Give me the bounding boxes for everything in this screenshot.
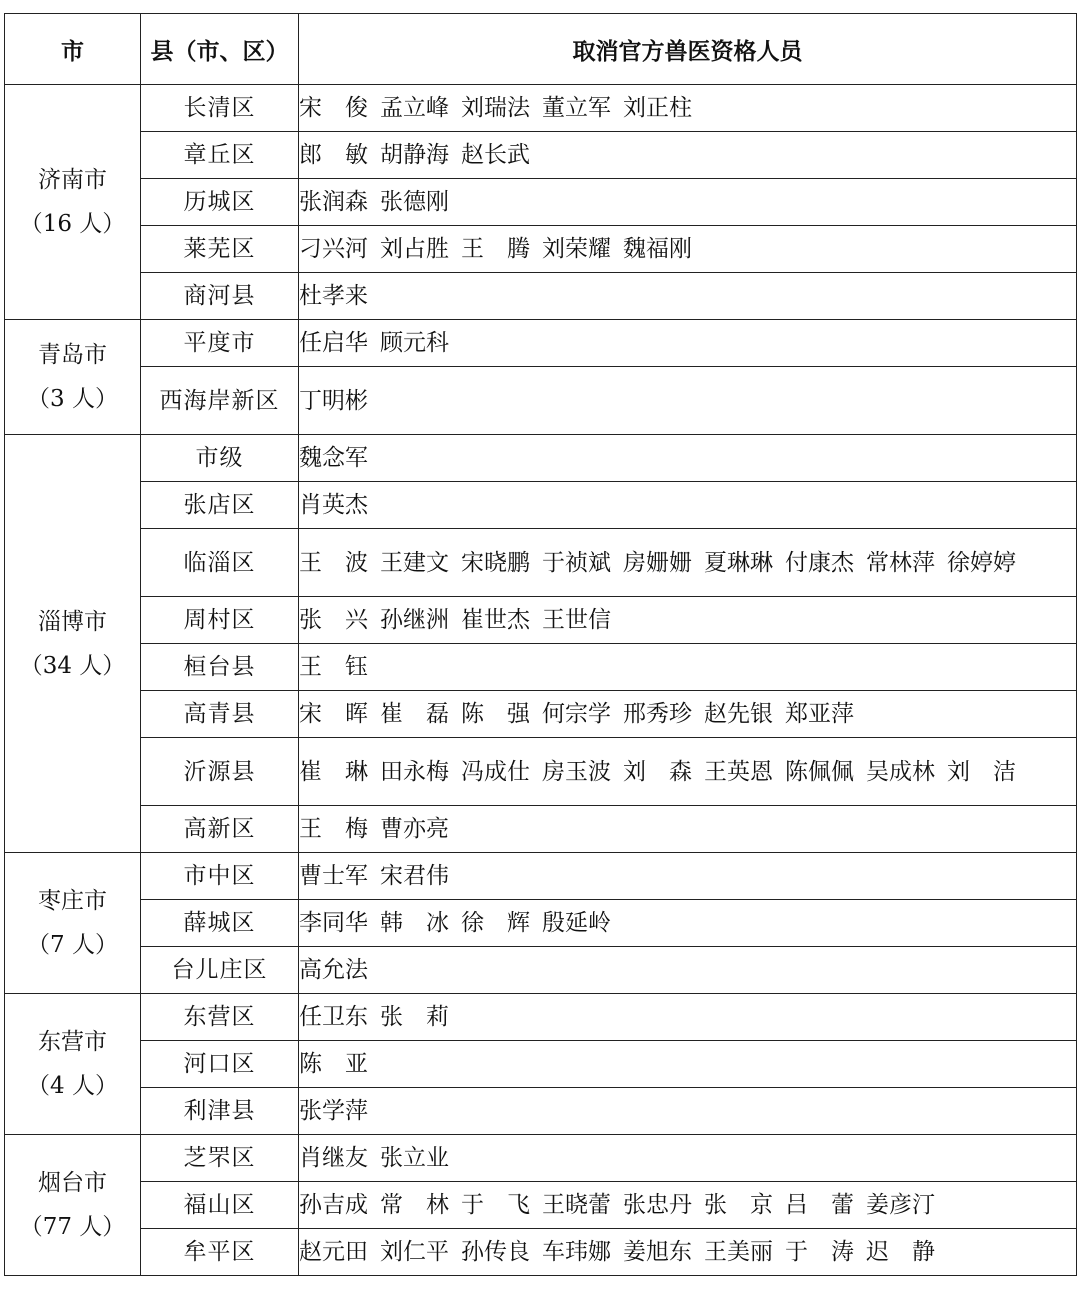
county-cell: 商河县 bbox=[141, 273, 299, 320]
person-name: 曹亦亮 bbox=[380, 816, 449, 842]
county-cell: 东营区 bbox=[141, 994, 299, 1041]
person-name: 姜旭东 bbox=[623, 1239, 692, 1265]
table-body bbox=[5, 85, 1077, 1276]
names-cell bbox=[299, 529, 1077, 597]
person-name: 王 腾 bbox=[461, 236, 530, 262]
city-count: （16 人） bbox=[19, 211, 126, 237]
person-name: 殷延岭 bbox=[542, 910, 611, 936]
person-name: 崔 琳 bbox=[299, 758, 368, 785]
county-cell: 高新区 bbox=[141, 806, 299, 853]
person-name: 冯成仕 bbox=[461, 758, 530, 785]
table-row bbox=[5, 85, 1077, 132]
person-name: 宋 晖 bbox=[299, 701, 368, 727]
city-name: 青岛市 bbox=[38, 342, 107, 368]
person-name: 付康杰 bbox=[785, 549, 854, 576]
table-row bbox=[5, 367, 1077, 435]
names-cell bbox=[299, 900, 1077, 947]
person-name: 邢秀珍 bbox=[623, 701, 692, 727]
person-name: 于 涛 bbox=[785, 1239, 854, 1265]
table-row bbox=[5, 947, 1077, 994]
names-cell bbox=[299, 1135, 1077, 1182]
city-cell bbox=[5, 85, 141, 320]
person-name: 常林萍 bbox=[866, 549, 935, 576]
names-cell bbox=[299, 1088, 1077, 1135]
person-name: 任启华 bbox=[299, 330, 368, 356]
person-name: 于祯斌 bbox=[542, 549, 611, 576]
table-row bbox=[5, 806, 1077, 853]
county-cell: 沂源县 bbox=[141, 738, 299, 806]
county-cell: 利津县 bbox=[141, 1088, 299, 1135]
person-name: 郎 敏 bbox=[299, 142, 368, 168]
person-name: 王建文 bbox=[380, 549, 449, 576]
person-name: 宋君伟 bbox=[380, 863, 449, 889]
city-count: （77 人） bbox=[19, 1214, 126, 1240]
table-row bbox=[5, 853, 1077, 900]
city-name: 枣庄市 bbox=[38, 888, 107, 914]
city-name: 济南市 bbox=[38, 167, 107, 193]
officials-table bbox=[4, 13, 1077, 1276]
person-name: 顾元科 bbox=[380, 330, 449, 356]
person-name: 夏琳琳 bbox=[704, 549, 773, 576]
person-name: 孟立峰 bbox=[380, 95, 449, 121]
person-name: 董立军 bbox=[542, 95, 611, 121]
person-name: 房玉波 bbox=[542, 758, 611, 785]
table-row bbox=[5, 1229, 1077, 1276]
table-row bbox=[5, 1041, 1077, 1088]
city-name: 淄博市 bbox=[38, 608, 107, 635]
person-name: 张学萍 bbox=[299, 1098, 368, 1124]
person-name: 迟 静 bbox=[866, 1239, 935, 1265]
person-name: 宋 俊 bbox=[299, 95, 368, 121]
person-name: 赵长武 bbox=[461, 142, 530, 168]
city-cell bbox=[5, 320, 141, 435]
names-cell bbox=[299, 273, 1077, 320]
person-name: 崔 磊 bbox=[380, 701, 449, 727]
table-row bbox=[5, 691, 1077, 738]
county-cell: 芝罘区 bbox=[141, 1135, 299, 1182]
table-row bbox=[5, 132, 1077, 179]
person-name: 于 飞 bbox=[461, 1192, 530, 1218]
person-name: 田永梅 bbox=[380, 758, 449, 785]
county-cell: 市中区 bbox=[141, 853, 299, 900]
person-name: 车玮娜 bbox=[542, 1239, 611, 1265]
person-name: 崔世杰 bbox=[461, 607, 530, 633]
names-cell bbox=[299, 644, 1077, 691]
person-name: 刘正柱 bbox=[623, 95, 692, 121]
county-cell: 市级 bbox=[141, 435, 299, 482]
names-cell bbox=[299, 226, 1077, 273]
names-cell bbox=[299, 482, 1077, 529]
person-name: 赵元田 bbox=[299, 1239, 368, 1265]
names-cell bbox=[299, 85, 1077, 132]
person-name: 孙传良 bbox=[461, 1239, 530, 1265]
names-cell bbox=[299, 994, 1077, 1041]
person-name: 陈 强 bbox=[461, 701, 530, 727]
person-name: 高允法 bbox=[299, 957, 368, 983]
person-name: 胡静海 bbox=[380, 142, 449, 168]
county-cell: 历城区 bbox=[141, 179, 299, 226]
person-name: 王晓蕾 bbox=[542, 1192, 611, 1218]
names-cell bbox=[299, 853, 1077, 900]
county-cell: 周村区 bbox=[141, 597, 299, 644]
county-cell: 长清区 bbox=[141, 85, 299, 132]
city-count: （3 人） bbox=[27, 386, 118, 412]
county-cell: 临淄区 bbox=[141, 529, 299, 597]
person-name: 何宗学 bbox=[542, 701, 611, 727]
city-cell bbox=[5, 853, 141, 994]
table-row bbox=[5, 320, 1077, 367]
person-name: 张 京 bbox=[704, 1192, 773, 1218]
person-name: 常 林 bbox=[380, 1192, 449, 1218]
table-row bbox=[5, 1088, 1077, 1135]
county-cell: 平度市 bbox=[141, 320, 299, 367]
table-row bbox=[5, 529, 1077, 597]
person-name: 王 梅 bbox=[299, 816, 368, 842]
table-row bbox=[5, 900, 1077, 947]
names-cell bbox=[299, 179, 1077, 226]
table-row bbox=[5, 273, 1077, 320]
county-cell: 西海岸新区 bbox=[141, 367, 299, 435]
names-cell bbox=[299, 367, 1077, 435]
person-name: 姜彦汀 bbox=[866, 1192, 935, 1218]
person-name: 刁兴河 bbox=[299, 236, 368, 262]
person-name: 张德刚 bbox=[380, 189, 449, 215]
person-name: 张 莉 bbox=[380, 1004, 449, 1030]
person-name: 任卫东 bbox=[299, 1004, 368, 1030]
person-name: 赵先银 bbox=[704, 701, 773, 727]
person-name: 张润森 bbox=[299, 189, 368, 215]
county-cell: 桓台县 bbox=[141, 644, 299, 691]
table-row bbox=[5, 597, 1077, 644]
city-name: 烟台市 bbox=[38, 1170, 107, 1196]
person-name: 丁明彬 bbox=[299, 387, 368, 414]
person-name: 王世信 bbox=[542, 607, 611, 633]
person-name: 张忠丹 bbox=[623, 1192, 692, 1218]
person-name: 张 兴 bbox=[299, 607, 368, 633]
person-name: 吕 蕾 bbox=[785, 1192, 854, 1218]
person-name: 郑亚萍 bbox=[785, 701, 854, 727]
county-cell: 台儿庄区 bbox=[141, 947, 299, 994]
table-row bbox=[5, 435, 1077, 482]
person-name: 魏福刚 bbox=[623, 236, 692, 262]
person-name: 孙吉成 bbox=[299, 1192, 368, 1218]
table-row bbox=[5, 644, 1077, 691]
names-cell bbox=[299, 691, 1077, 738]
person-name: 宋晓鹏 bbox=[461, 549, 530, 576]
city-cell bbox=[5, 435, 141, 853]
county-cell: 章丘区 bbox=[141, 132, 299, 179]
person-name: 陈佩佩 bbox=[785, 758, 854, 785]
person-name: 王美丽 bbox=[704, 1239, 773, 1265]
header-county: 县（市、区） bbox=[141, 14, 299, 85]
person-name: 王英恩 bbox=[704, 758, 773, 785]
table-row bbox=[5, 994, 1077, 1041]
table-row bbox=[5, 482, 1077, 529]
person-name: 陈 亚 bbox=[299, 1051, 368, 1077]
table-row bbox=[5, 1135, 1077, 1182]
county-cell: 福山区 bbox=[141, 1182, 299, 1229]
city-count: （7 人） bbox=[27, 932, 118, 958]
names-cell bbox=[299, 132, 1077, 179]
person-name: 刘 洁 bbox=[947, 758, 1016, 785]
names-cell bbox=[299, 947, 1077, 994]
header-city: 市 bbox=[5, 14, 141, 85]
table-row bbox=[5, 179, 1077, 226]
person-name: 刘 森 bbox=[623, 758, 692, 785]
city-count: （34 人） bbox=[19, 652, 126, 679]
person-name: 刘瑞法 bbox=[461, 95, 530, 121]
person-name: 韩 冰 bbox=[380, 910, 449, 936]
names-cell bbox=[299, 1041, 1077, 1088]
person-name: 王 波 bbox=[299, 549, 368, 576]
city-count: （4 人） bbox=[27, 1073, 118, 1099]
names-cell bbox=[299, 1182, 1077, 1229]
county-cell: 张店区 bbox=[141, 482, 299, 529]
names-cell bbox=[299, 738, 1077, 806]
county-cell: 牟平区 bbox=[141, 1229, 299, 1276]
county-cell: 高青县 bbox=[141, 691, 299, 738]
person-name: 曹士军 bbox=[299, 863, 368, 889]
county-cell: 河口区 bbox=[141, 1041, 299, 1088]
person-name: 张立业 bbox=[380, 1145, 449, 1171]
names-cell bbox=[299, 1229, 1077, 1276]
person-name: 刘占胜 bbox=[380, 236, 449, 262]
city-cell bbox=[5, 994, 141, 1135]
person-name: 孙继洲 bbox=[380, 607, 449, 633]
person-name: 房姗姗 bbox=[623, 549, 692, 576]
person-name: 魏念军 bbox=[299, 445, 368, 471]
person-name: 李同华 bbox=[299, 910, 368, 936]
header-persons: 取消官方兽医资格人员 bbox=[299, 14, 1077, 85]
table-row bbox=[5, 1182, 1077, 1229]
person-name: 吴成林 bbox=[866, 758, 935, 785]
person-name: 徐 辉 bbox=[461, 910, 530, 936]
names-cell bbox=[299, 806, 1077, 853]
table-row bbox=[5, 738, 1077, 806]
person-name: 刘仁平 bbox=[380, 1239, 449, 1265]
county-cell: 薛城区 bbox=[141, 900, 299, 947]
city-cell bbox=[5, 1135, 141, 1276]
city-name: 东营市 bbox=[38, 1029, 107, 1055]
person-name: 徐婷婷 bbox=[947, 549, 1016, 576]
names-cell bbox=[299, 597, 1077, 644]
person-name: 王 钰 bbox=[299, 654, 368, 680]
person-name: 肖继友 bbox=[299, 1145, 368, 1171]
names-cell bbox=[299, 320, 1077, 367]
county-cell: 莱芜区 bbox=[141, 226, 299, 273]
person-name: 肖英杰 bbox=[299, 492, 368, 518]
names-cell bbox=[299, 435, 1077, 482]
person-name: 刘荣耀 bbox=[542, 236, 611, 262]
person-name: 杜孝来 bbox=[299, 283, 368, 309]
table-row bbox=[5, 226, 1077, 273]
